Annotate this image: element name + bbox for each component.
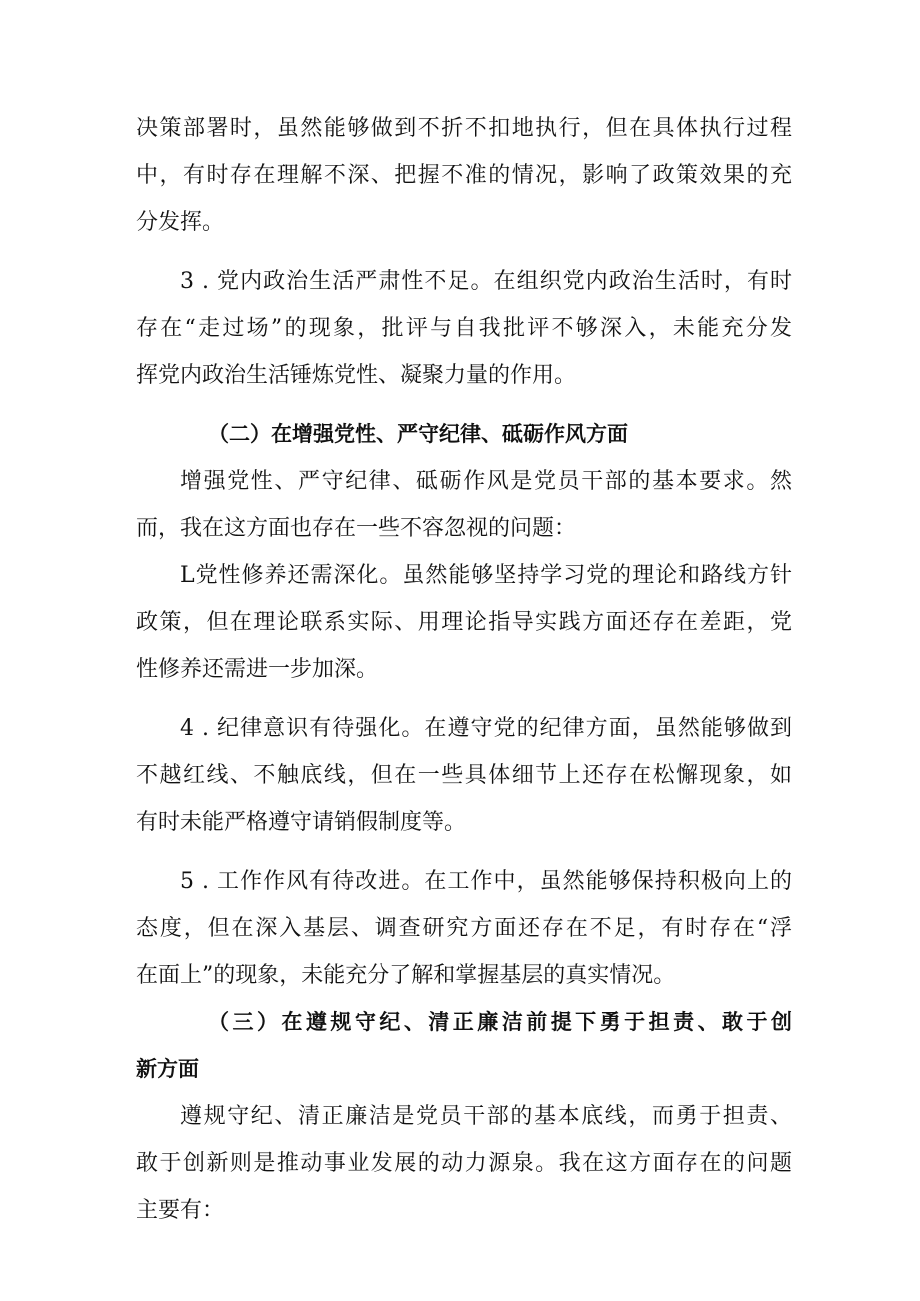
paragraph-intro-2 <box>136 458 792 552</box>
text-line: 主要有： <box>136 1198 225 1223</box>
heading-line: 新方面 <box>136 1057 199 1081</box>
text-line: 而，我在这方面也存在一些不容忽视的问题： <box>136 516 577 541</box>
heading-line: （三）在遵规守纪、清正廉洁前提下勇于担责、敢于创 <box>208 1010 792 1034</box>
section-heading-3 <box>136 999 792 1093</box>
paragraph-intro-3 <box>136 1093 792 1234</box>
paragraph-continuation <box>136 105 792 246</box>
text-line: 决策部署时，虽然能够做到不折不扣地执行，但在具体执行过程 <box>136 116 792 141</box>
text-line: L党性修养还需深化。虽然能够坚持学习党的理论和路线方针 <box>180 563 792 588</box>
text-line: 3 . 党内政治生活严肃性不足。在组织党内政治生活时，有时 <box>180 269 792 294</box>
text-line: 政策，但在理论联系实际、用理论指导实践方面还存在差距，党 <box>136 610 792 635</box>
paragraph-item-5 <box>136 858 792 999</box>
document-body <box>136 105 792 1234</box>
text-line: 在面上”的现象，未能充分了解和掌握基层的真实情况。 <box>136 963 676 988</box>
text-line: 态度，但在深入基层、调查研究方面还存在不足，有时存在“浮 <box>136 916 792 941</box>
text-line: 存在“走过场”的现象，批评与自我批评不够深入，未能充分发 <box>136 316 792 341</box>
text-line: 4 . 纪律意识有待强化。在遵守党的纪律方面，虽然能够做到 <box>180 716 792 741</box>
text-line: 中，有时存在理解不深、把握不准的情况，影响了政策效果的充 <box>136 163 792 188</box>
paragraph-item-3 <box>136 258 792 399</box>
section-heading-2 <box>136 411 792 458</box>
heading-line: （二）在增强党性、严守纪律、砥砺作风方面 <box>208 422 628 446</box>
text-line: 增强党性、严守纪律、砥砺作风是党员干部的基本要求。然 <box>180 469 792 494</box>
text-line: 挥党内政治生活锤炼党性、凝聚力量的作用。 <box>136 363 577 388</box>
text-line: 敢于创新则是推动事业发展的动力源泉。我在这方面存在的问题 <box>136 1151 792 1176</box>
text-line: 有时未能严格遵守请销假制度等。 <box>136 810 467 835</box>
text-line: 不越红线、不触底线，但在一些具体细节上还存在松懈现象，如 <box>136 763 792 788</box>
text-line: 性修养还需进一步加深。 <box>136 657 379 682</box>
paragraph-item-l <box>136 552 792 693</box>
paragraph-item-4 <box>136 705 792 846</box>
text-line: 分发挥。 <box>136 210 225 235</box>
text-line: 5 . 工作作风有待改进。在工作中，虽然能够保持积极向上的 <box>180 869 792 894</box>
text-line: 遵规守纪、清正廉洁是党员干部的基本底线，而勇于担责、 <box>180 1104 792 1129</box>
